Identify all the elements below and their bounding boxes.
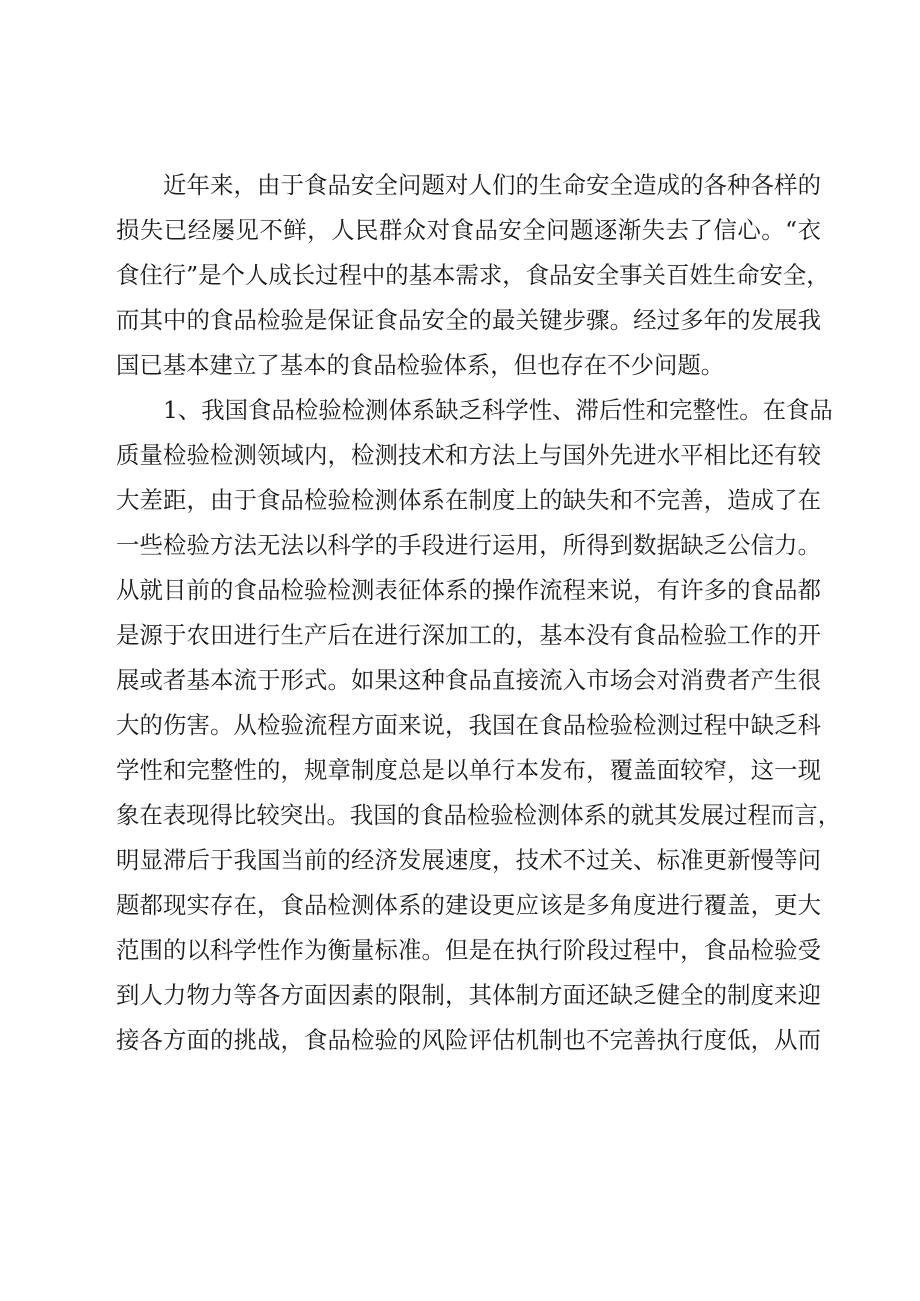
paragraph-2-line-10: 象在表现得比较突出。我国的食品检验检测体系的就其发展过程而言，: [116, 801, 842, 829]
paragraph-2-line-6: 是源于农田进行生产后在进行深加工的，基本没有食品检验工作的开: [116, 621, 821, 649]
paragraph-2-line-7: 展或者基本流于形式。如果这种食品直接流入市场会对消费者产生很: [116, 666, 821, 694]
paragraph-1-line-3: 食住行”是个人成长过程中的基本需求，食品安全事关百姓生命安全，: [116, 261, 830, 289]
paragraph-2-line-5: 从就目前的食品检验检测表征体系的操作流程来说，有许多的食品都: [116, 576, 821, 604]
paragraph-2-line-15: 接各方面的挑战，食品检验的风险评估机制也不完善执行度低，从而: [116, 1026, 821, 1054]
paragraph-2-line-3: 大差距，由于食品检验检测体系在制度上的缺失和不完善，造成了在: [116, 486, 821, 514]
paragraph-2-line-13: 范围的以科学性作为衡量标准。但是在执行阶段过程中，食品检验受: [116, 936, 821, 964]
paragraph-2-line-12: 题都现实存在，食品检测体系的建设更应该是多角度进行覆盖，更大: [116, 891, 821, 919]
paragraph-2-line-11: 明显滞后于我国当前的经济发展速度，技术不过关、标准更新慢等问: [116, 846, 821, 874]
paragraph-1-line-4: 而其中的食品检验是保证食品安全的最关键步骤。经过多年的发展我: [116, 306, 821, 334]
paragraph-2-line-8: 大的伤害。从检验流程方面来说，我国在食品检验检测过程中缺乏科: [116, 711, 821, 739]
paragraph-1-line-2: 损失已经屡见不鲜，人民群众对食品安全问题逐渐失去了信心。“衣: [116, 216, 821, 244]
paragraph-2-line-4: 一些检验方法无法以科学的手段进行运用，所得到数据缺乏公信力。: [116, 531, 821, 559]
paragraph-2-line-2: 质量检验检测领域内，检测技术和方法上与国外先进水平相比还有较: [116, 441, 821, 469]
paragraph-2-line-14: 到人力物力等各方面因素的限制，其体制方面还缺乏健全的制度来迎: [116, 981, 821, 1009]
paragraph-1-line-1: 近年来，由于食品安全问题对人们的生命安全造成的各种各样的: [163, 171, 821, 199]
paragraph-2-line-9: 学性和完整性的，规章制度总是以单行本发布，覆盖面较窄，这一现: [116, 756, 821, 784]
paragraph-1-line-5: 国已基本建立了基本的食品检验体系，但也存在不少问题。: [116, 351, 725, 379]
paragraph-2-line-1: 1、我国食品检验检测体系缺乏科学性、滞后性和完整性。在食品: [163, 396, 833, 424]
